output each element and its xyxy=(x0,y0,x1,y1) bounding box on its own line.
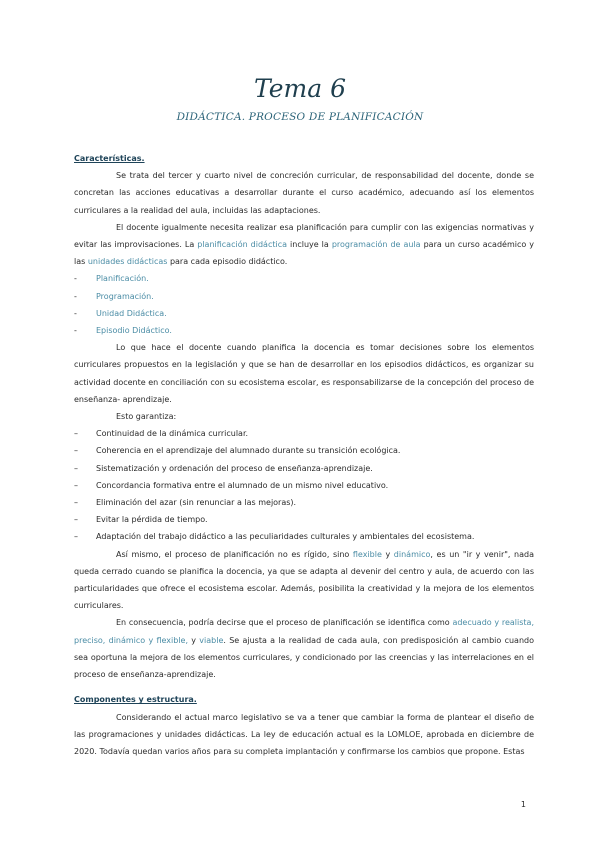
list-item: – Continuidad de la dinámica curricular. xyxy=(74,429,249,439)
list-item: – Concordancia formativa entre el alumnado de un mismo nivel educativo. xyxy=(74,480,389,490)
paragraph: En consecuencia, podría decirse que el proceso de planificación se identifica como adecuado y realista, preciso, dinámico y flexible, y viable. Se ajusta a la realidad de cada aula, con predisposición al cambio cuando sea oportuna la mejora de los elementos curriculares, y condicionado por las creencias y las interrelaciones en el proceso de enseñanza-aprendizaje. xyxy=(74,618,534,680)
list-item: - Planificación. xyxy=(74,274,149,284)
page-title: Tema 6 xyxy=(254,74,346,103)
highlight-term: planificación didáctica xyxy=(197,240,288,250)
page-subtitle: DIDÁCTICA. PROCESO DE PLANIFICACIÓN xyxy=(176,111,424,123)
highlight-term: adecuado y realista, preciso, dinámico y flexible, xyxy=(74,618,534,645)
list-item: – Adaptación del trabajo didáctico a las peculiaridades culturales y ambientales del ecosistema. xyxy=(74,532,475,542)
list-item: - Programación. xyxy=(74,291,154,301)
list-item: – Sistematización y ordenación del proceso de enseñanza-aprendizaje. xyxy=(74,463,373,473)
planning-levels-list xyxy=(74,270,534,339)
guarantees-list xyxy=(74,425,534,545)
page-number: 1 xyxy=(520,800,526,809)
highlight-term: flexible xyxy=(352,549,382,559)
paragraph: Se trata del tercer y cuarto nivel de concreción curricular, de responsabilidad del docente, donde se concretan las acciones educativas a desarrollar durante el curso académico, adecuando así los elementos curriculares a la realidad del aula, incluidas las adaptaciones. xyxy=(74,171,534,215)
paragraph: Esto garantiza: xyxy=(116,412,177,422)
list-item: - Unidad Didáctica. xyxy=(74,308,167,318)
paragraph: Considerando el actual marco legislativo se va a tener que cambiar la forma de plantear el diseño de las programaciones y unidades didácticas. La ley de educación actual es la LOMLOE, aprobada en diciembre de 2020. Todavía quedan varios años para su completa implantación y confirmarse los cambios que propone. Estas xyxy=(74,712,534,756)
list-item: – Coherencia en el aprendizaje del alumnado durante su transición ecológica. xyxy=(74,446,401,456)
list-item: - Episodio Didáctico. xyxy=(74,326,172,336)
list-item: – Evitar la pérdida de tiempo. xyxy=(74,515,208,525)
paragraph: El docente igualmente necesita realizar esa planificación para cumplir con las exigencias normativas y evitar las improvisaciones. La planificación didáctica incluye la programación de aula para un curso académico y las unidades didácticas para cada episodio didáctico. xyxy=(74,222,534,267)
section-heading-componentes: Componentes y estructura. xyxy=(74,695,197,705)
document-body xyxy=(74,150,534,760)
paragraph: Así mismo, el proceso de planificación no es rígido, sino flexible y dinámico, es un "ir y venir", nada queda cerrado cuando se planifica la docencia, ya que se adapta al devenir del centro y aula, de acuerdo con las particularidades que ofrece el ecosistema escolar. Además, posibilita la creatividad y la mejora de los elementos curriculares. xyxy=(74,549,535,611)
paragraph: Lo que hace el docente cuando planifica la docencia es tomar decisiones sobre los elementos curriculares propuestos en la legislación y que se han de desarrollar en los episodios didácticos, es organizar su actividad docente en conciliación con su ecosistema escolar, es responsabilizarse de la concepción del proceso de enseñanza- aprendizaje. xyxy=(74,343,534,404)
highlight-term: unidades didácticas xyxy=(87,257,168,267)
highlight-term: viable xyxy=(199,635,224,645)
highlight-term: programación de aula xyxy=(331,240,421,250)
section-heading-caracteristicas: Características. xyxy=(74,154,145,163)
highlight-term: dinámico xyxy=(393,549,431,559)
list-item: – Eliminación del azar (sin renunciar a las mejoras). xyxy=(74,498,297,508)
